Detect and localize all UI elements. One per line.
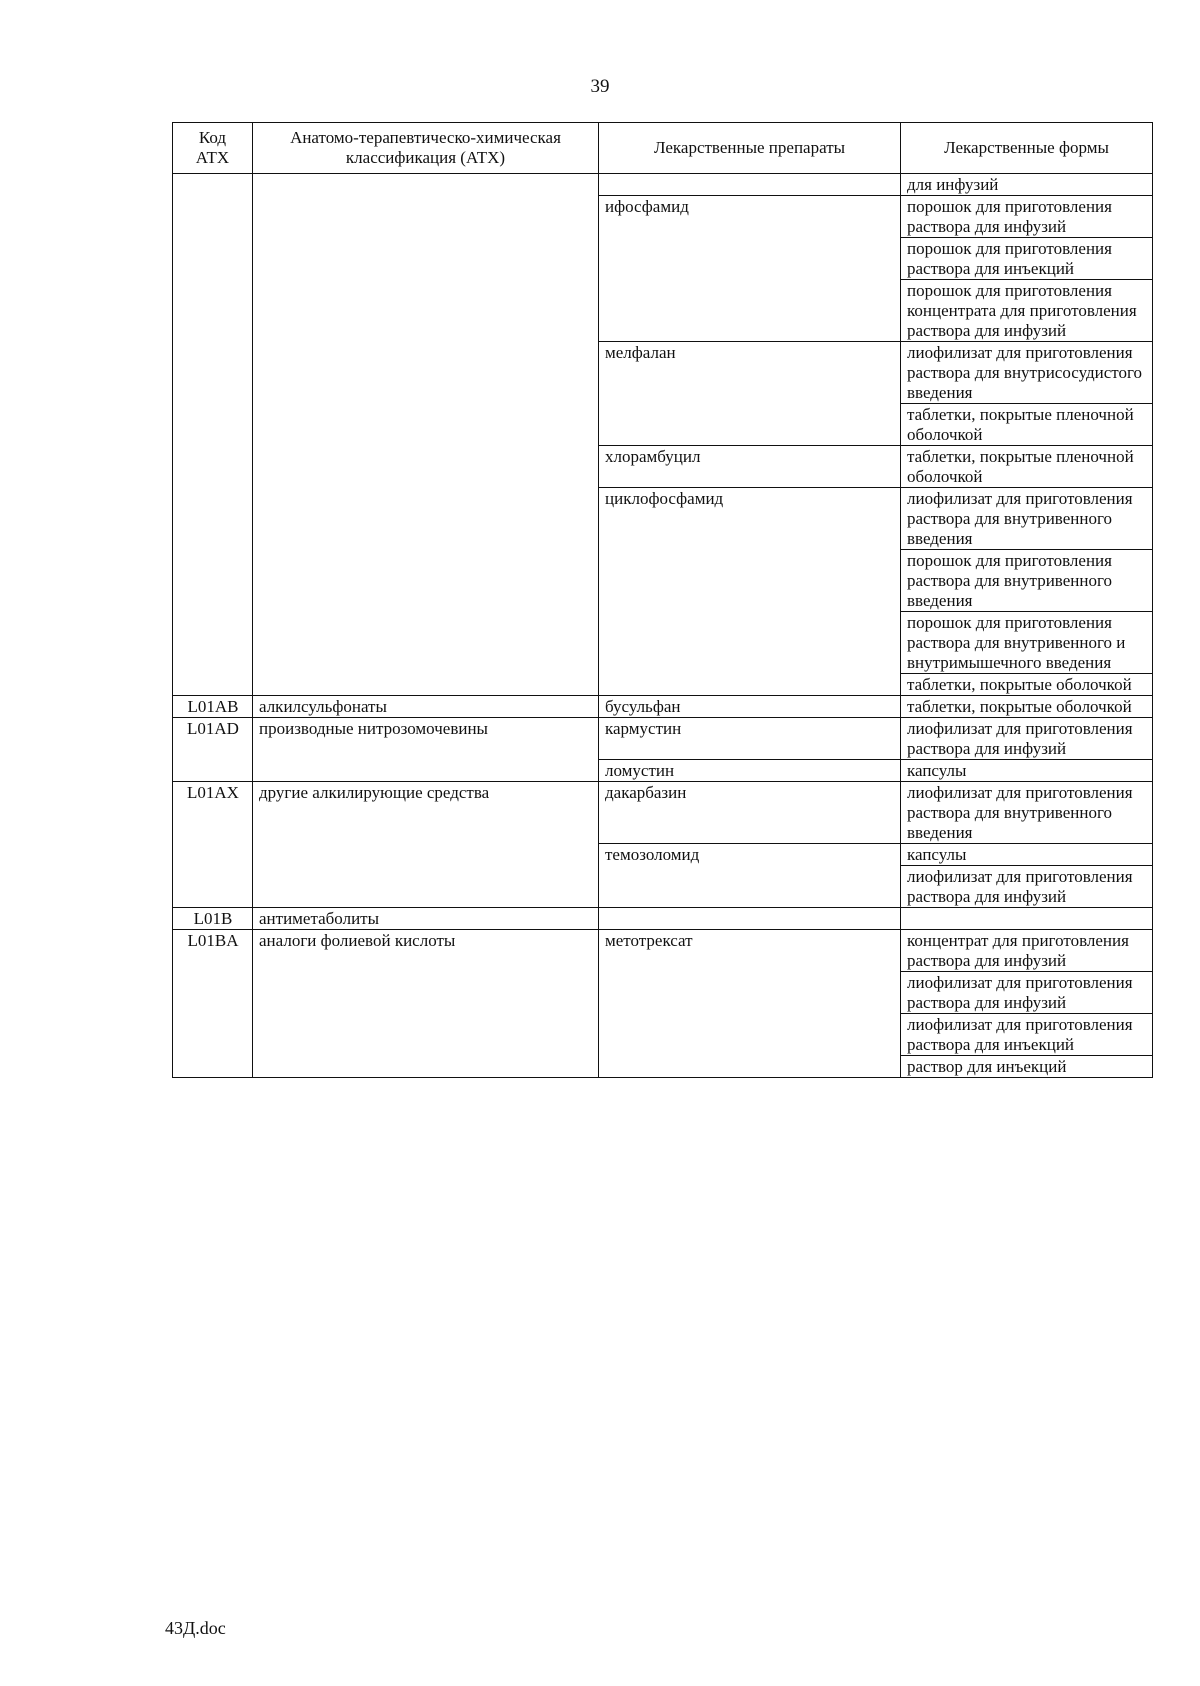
- cell-drug: ломустин: [599, 760, 901, 782]
- cell-code: L01AX: [173, 782, 253, 908]
- cell-drug: бусульфан: [599, 696, 901, 718]
- cell-form: капсулы: [901, 760, 1153, 782]
- table-row: [173, 718, 1153, 760]
- cell-form: лиофилизат для приготовления раствора для внутрисосудистого введения: [901, 342, 1153, 404]
- cell-class: алкилсульфонаты: [253, 696, 599, 718]
- table-row: [173, 174, 1153, 196]
- cell-form: порошок для приготовления раствора для внутривенного введения: [901, 550, 1153, 612]
- cell-form: концентрат для приготовления раствора для инфузий: [901, 930, 1153, 972]
- cell-drug: хлорамбуцил: [599, 446, 901, 488]
- cell-drug: мелфалан: [599, 342, 901, 446]
- cell-code: L01AB: [173, 696, 253, 718]
- cell-class: аналоги фолиевой кислоты: [253, 930, 599, 1078]
- cell-form: лиофилизат для приготовления раствора для инфузий: [901, 866, 1153, 908]
- cell-class: другие алкилирующие средства: [253, 782, 599, 908]
- header-forms: Лекарственные формы: [901, 123, 1153, 174]
- header-code: Код АТХ: [173, 123, 253, 174]
- cell-drug: [599, 908, 901, 930]
- cell-code: [173, 174, 253, 696]
- cell-form: таблетки, покрытые оболочкой: [901, 696, 1153, 718]
- cell-code: L01AD: [173, 718, 253, 782]
- cell-drug: циклофосфамид: [599, 488, 901, 696]
- cell-class: антиметаболиты: [253, 908, 599, 930]
- cell-form: [901, 908, 1153, 930]
- cell-class: производные нитрозомочевины: [253, 718, 599, 782]
- header-classification: Анатомо-терапевтическо-химическая классификация (АТХ): [253, 123, 599, 174]
- atc-drug-table: [172, 122, 1153, 1078]
- cell-form: порошок для приготовления раствора для инфузий: [901, 196, 1153, 238]
- cell-class: [253, 174, 599, 696]
- cell-form: таблетки, покрытые пленочной оболочкой: [901, 446, 1153, 488]
- cell-form: лиофилизат для приготовления раствора для инфузий: [901, 718, 1153, 760]
- cell-form: лиофилизат для приготовления раствора для инфузий: [901, 972, 1153, 1014]
- cell-form: порошок для приготовления раствора для внутривенного и внутримышечного введения: [901, 612, 1153, 674]
- cell-form: капсулы: [901, 844, 1153, 866]
- table-row: [173, 782, 1153, 844]
- cell-drug: кармустин: [599, 718, 901, 760]
- page-number: 39: [590, 76, 610, 97]
- cell-drug: дакарбазин: [599, 782, 901, 844]
- cell-drug: темозоломид: [599, 844, 901, 908]
- table-header-row: [173, 123, 1153, 174]
- cell-form: для инфузий: [901, 174, 1153, 196]
- cell-form: раствор для инъекций: [901, 1056, 1153, 1078]
- cell-form: лиофилизат для приготовления раствора для инъекций: [901, 1014, 1153, 1056]
- cell-form: порошок для приготовления концентрата для приготовления раствора для инфузий: [901, 280, 1153, 342]
- table-row: [173, 908, 1153, 930]
- header-drugs: Лекарственные препараты: [599, 123, 901, 174]
- cell-form: таблетки, покрытые пленочной оболочкой: [901, 404, 1153, 446]
- cell-form: порошок для приготовления раствора для инъекций: [901, 238, 1153, 280]
- table-row: [173, 930, 1153, 972]
- cell-drug: [599, 174, 901, 196]
- cell-form: лиофилизат для приготовления раствора для внутривенного введения: [901, 488, 1153, 550]
- cell-drug: метотрексат: [599, 930, 901, 1078]
- cell-form: таблетки, покрытые оболочкой: [901, 674, 1153, 696]
- cell-code: L01B: [173, 908, 253, 930]
- table-row: [173, 696, 1153, 718]
- cell-code: L01BA: [173, 930, 253, 1078]
- cell-form: лиофилизат для приготовления раствора для внутривенного введения: [901, 782, 1153, 844]
- footer-filename: 43Д.doc: [165, 1618, 226, 1638]
- cell-drug: ифосфамид: [599, 196, 901, 342]
